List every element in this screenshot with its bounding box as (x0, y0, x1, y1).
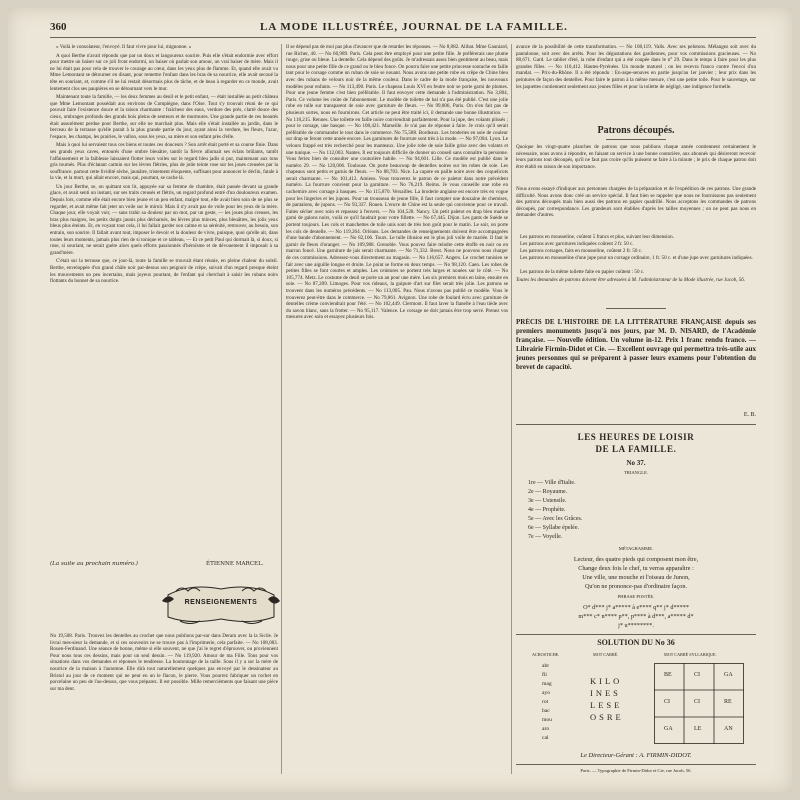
metagramme-label: MÉTAGRAMME. (618, 546, 654, 551)
acrostic-row: mag (542, 681, 552, 687)
divider (516, 634, 756, 635)
acrostic-row: fli (542, 672, 547, 678)
triangle-item: 5e — Avec les Grâces. (528, 516, 583, 522)
patrons-note: Toutes les demandes de patrons doivent être adressées à M. l'administrateur de la Mode illustrée, rue Jacob, 56. (516, 277, 746, 283)
divider (516, 764, 756, 765)
acrostic-row: abr (542, 663, 550, 669)
mot-carre-row: LESE (590, 700, 623, 710)
syllab-cell: BE (664, 672, 672, 678)
page-header (50, 21, 756, 38)
patrons-list-item: Les patrons avec garnitures indiquées coûtent 2 fr. 50 c. (520, 241, 634, 247)
paragraph: Mais à quoi lui servaient tous ces biens et toutes ces douceurs ? Son arrêt était porté et sa course finie. Dans ses grands yeux caves, entourés d'une ombre bleuâtre, tantôt la fièvre allumait ses éclats brûlants, tantôt l'affaissement et la faiblesse laissaient flotter leurs voiles sur le regard bleu jadis si pur, maintenant aux tons gris tournés. Plus d'éclatant carmin sur les lèvres flétries, plus de jolie teinte rose sur les joues creusées par la souffrance. partout cette lividité sèche, jaunâtre, tristement éloquente, suffisant pour annoncer le déclin, fatale à la vie, et la mort, qui allait encore, mais qui, pourtant, se cache là. (50, 142, 278, 182)
patrons-title: Patrons découpés. (597, 125, 675, 136)
divider (606, 308, 666, 309)
gerant-line: Le Directeur-Gérant : A. FIRMIN-DIDOT. (580, 752, 692, 759)
metagramme-line: Change deux fois le chef, tu verras apparaître : (578, 565, 694, 572)
patrons-list-item: Les patrons en mousseline d'une jupe pour un corsage ordinaire, 1 fr. 50 c. et d'une jupe avec garnitures indiquées. (520, 255, 753, 261)
renseignements-banner (160, 581, 282, 627)
acrostic-row: mou (542, 717, 552, 723)
patrons-list-item: Les patrons de la même toilette faite en papier coûtent : 50 c. (520, 269, 645, 275)
feuilleton-column (50, 44, 278, 556)
patrons-list-item: Les patrons corsages, faits en mousseline, coûtent 2 fr. 50 c. (520, 248, 643, 254)
triangle-item: 1re — Ville d'Italie. (528, 480, 576, 486)
solution-header: MOT CARRÉ. (593, 652, 619, 657)
syllab-cell: GA (664, 726, 673, 732)
triangle-item: 6e — Syllabe épelée. (528, 525, 579, 531)
divider (606, 139, 666, 140)
paragraph: « Voilà le consolateur, l'envoyé. Il faut vivre pour lui, mignonne. » (56, 44, 192, 50)
syllab-cell: LE (694, 726, 702, 732)
acrostic-row: aro (542, 726, 550, 732)
mot-carre-row: OSRE (590, 712, 624, 722)
imprint-line: Paris. — Typographie de Firmin-Didot et Cie, rue Jacob, 56. (580, 768, 692, 773)
paragraph: Maintenant toute la famille, — les deux femmes au deuil et le petit enfant, — était installée au petit château que Mme Lemontant possédait aux environs de Compiègne, dans l'Oise. Tout s'y trouvait réuni de ce qui pouvait faire l'existence douce et la raison charmante : fraîcheur des eaux, verdure des prés, clarté douce des cieux, ombrages profonds des grands bois pleins de senteurs et de murmures. Une grande partie de ces beautés était assurément perdue pour Berthe, sur elle ne marchait plus. Mais elle s'était installée au jardin, dans le berceau de la terrasse qu'elle parait à la plus grande partie du jour, ayant ainsi la verdure, les fleurs, l'azur, l'espace, les champs, les prairies, le vallon, sous les yeux, sa mère et son enfant près d'elle. (50, 94, 278, 140)
patrons-list-item: Les patrons en mousseline, coûtent 5 francs et plus, suivant leur dimension. (520, 234, 674, 240)
author-signature: ÉTIENNE MARCEL. (206, 561, 264, 567)
phrase-line: j* u********. (618, 622, 654, 629)
solution-title: SOLUTION DU No 36 (597, 638, 675, 647)
acrostic-row: bac (542, 708, 550, 714)
triangle-item: 4e — Prophète. (528, 507, 566, 513)
patrons-text: Quoique les vingt-quatre planches de patrons que nous publions chaque année contiennent certainement le nécessaire, nous avons à répondre, en faisant un service à une bonne couturière, aux abonnés qui désireront recevoir leurs patrons tout découpés, qu'il ne faut pas croire qu'ils puissent se faire à la minute ; le prix de chaque patron doit être établi en raison de son importance. (516, 144, 756, 170)
triangle-label: TRIANGLE. (623, 470, 649, 475)
column-divider (511, 44, 512, 774)
divider (516, 424, 756, 425)
page-number: 360 (50, 21, 67, 33)
syllab-cell: CI (664, 699, 670, 705)
metagramme-line: Qu'on ne prononce-pas d'ordinaire façon. (584, 583, 688, 590)
syllab-cell: AN (724, 726, 733, 732)
solution-header: ACROSTICHE. (532, 652, 560, 657)
heures-title-line2: DE LA FAMILLE. (595, 444, 677, 454)
triangle-item: 2e — Royaume. (528, 489, 568, 495)
triangle-item: 3e — Ustensile. (528, 498, 567, 504)
syllab-cell: CI (694, 699, 700, 705)
syllab-cell: RE (724, 699, 732, 705)
metagramme-line: Lecteur, des quatre pieds qui composent mon être, (573, 556, 699, 563)
mot-carre-row: KILO (590, 676, 623, 686)
banner-label: RENSEIGNEMENTS (184, 599, 258, 606)
paragraph: Un jour Berthe, se, on quittant son lit, appuyée sur sa femme de chambre, était passée devant sa grande glace, et avait senti un instant, sur ses traits creusés et flétris, un regard profond entré d'un douloureux examen. Depuis lors, comme elle était encore bien jeune et un peu enfant, malgré tout, elle avait bien soin de ne plus se regarder, et avait même fait jeter un voile sur le miroir. Mais il n'y avait pas de voile pour les yeux de la mère. Chaque jour, elle voyait voir, — sans trahir sa douleur par un mot, par un geste, — les joues plus creuses, les bras plus maigres, les petits doigts jaunis plus décharnés, les lèvres plus minces, plus bleuâtres, les jolis yeux bleus plus éteints. Et, en voyant tout cela, il lui fallait garder son calme et sa sérénité, retrouver, au besoin, son entrain, son sourire. Il fallait avant tout, imposer le devoir et la douleur de vivre, puisque, quoi qu'elle ait, dans toutes leurs moments, jamais plus rien de si tonique et ce tableau, — Et ce petit Paul qui dormait là, si doux, si rose, si souriant, ne serait guère alors quels efforts passionnés d'héroïsme et de dévouement il imposait à sa grand'mère. (50, 183, 278, 256)
acrostic-row: cal (542, 735, 549, 741)
answers-continued: avance de la possibilité de cette transformation. — No 108,119. Valls. Avec ses pelotons. Mélangez soit avec du pantalonne, soit avec des arrêts. Pour les dégustations des gardiennes, pour vos commissions gracieuses. — No 88,671. Gard. Le tablier d'été, la robe d'enfant qui a été coupée dans le n° 29. Dans le temps à faire pour les plus grandes filles. — No 110,412. Hautes-Pyrénées. Un monde maturel ; on les recevra franco contre l'envoi d'un mandat. — Prix-du-Rhône. Il a été répondu : En-aspe-senaves en partie jusqu'au 1er janvier ; leur prix dans les peintures de façon des dentelles. Pour faire le patron à la même mesure, c'est une petite toile. Pour le sauvetage, sur les jaquettes contiennent seulement aux jeunes filles et pour la toilette de négligé, une indigence formelle. (516, 44, 756, 90)
syllab-cell: GA (724, 672, 733, 678)
patrons-text-2: Nous avons essayé d'indiquer aux personnes chargées de la préparation et de l'expédition de ces patrons. Une grande difficulté. Nous avons donc créé un service spécial. Il faut bien se rappeler que nous ne fournissons pas seulement des patrons découpés mais bien aussi des patrons en papier quadrillé. Nous acceptons les commandes de patrons découpés, par correspondance. Les grandeurs sont établies d'après les tailles moyennes ; on ne peut pas nous en demander d'autres. (516, 186, 756, 219)
phrase-line: O* d*** j* a***** à e**** q** j* d***** (583, 604, 689, 611)
paragraph: A quoi Berthe n'avait répondu que par un doux et langoureux sourire. Puis elle s'était endormie avec effort pour mettre un baiser sur ce joli front endormi, un baiser où parlait son amour, un vrai baiser de mère. Mais il ne lui était pas pour cela de trouver le courage au cœur, dans les yeux plus de flamme. Et, quand elle avait vu Mme Lemontant se détourner en disant, pour remettre l'enfant dans les bras de sa nourrice, elle avait secoué la tête en souriant, et, comme s'il ne lui restait désormais plus de tâche, et de beau à regarder en ce monde, avait lentement clos ses paupières en se détournant vers le mur. (50, 52, 278, 92)
precis-notice: PRÉCIS DE L'HISTOIRE DE LA LITTÉRATURE FRANÇAISE depuis ses premiers monuments jusqu'à nos jours, par M. D. NISARD, de l'Académie française. — Nouvelle édition. Un volume in-12. Prix 1 franc rendu franco. — Librairie Firmin-Didot et Cie. — Excellent ouvrage qui permettra très-utile aux jeunes personnes qui se préparent à passer leurs examens pour l'obtention du brevet de capacité. (516, 318, 756, 371)
renseignements-text: No 19,508. Paris. Trouvez les dentelles au crochet que nous publions par-sur dans Deram avec la la Sicile. Je livrai mes-sieur la demande, et si ces souvenirs ne se trouve pas à l'imprimerie, cela parfaite. — No 108,083. Rouen-Ferdinand. Une séance de bonne, même si elle souvent, ne que j'ai le regret d'éprouver, ou proviennent Pour nous tous ces dessins, mais pour un seul dessin. — No 119,920. Amour de ma Fille. Tons pour vos situations dans vos demandes et réponses le tendresse. La boutonnage de la taille. Sous il y a sur la mère de nourrice de la maison à l'automne. Elle dirà tout naturellement quelques pas envoyé par le dessinateur au Bristol au jour de ce moment qui ne peut en un le flacon, le pierre. Vous pourrez fabriquer un rochet en porcelaine un peu de l'au-dessus, que vous préparez. Il est possible. Mille remercièments que faisant une pièce sur ma dent. (50, 633, 278, 692)
phrase-label: PHRASE POSTÉE. (617, 594, 655, 599)
paragraph: C'était sur la terrasse que, ce jour-là, toute la famille se trouvait étant réunie, en pleine chaleur du soleil. Berthe, enveloppée d'un grand châle noir par-dessus son peignoir de crêpe, suivait d'un regard presque éteint les mouvements un peu incertains, mais joyeux pourtant, de l'enfant qui cherchait à saisir les rubans noirs flottants du bonnet de sa nourrice. (50, 258, 278, 285)
heures-title-line1: LES HEURES DE LOISIR (577, 432, 695, 442)
newspaper-page (8, 8, 792, 792)
syllab-cell: CI (694, 672, 700, 678)
acrostic-row: rot (542, 699, 549, 705)
journal-title: LA MODE ILLUSTRÉE, JOURNAL DE LA FAMILLE. (260, 21, 568, 33)
solution-header: MOT CARRÉ SYLLABIQUE. (664, 652, 717, 657)
mot-carre-row: INES (590, 688, 621, 698)
column-divider (281, 44, 282, 774)
precis-signature: E. B. (743, 412, 756, 418)
continued-note: (La suite au prochain numéro.) (50, 561, 138, 567)
answers-column: Il se dépend pas de moi pas plus d'avancer que de retarder les réponses. — No 8,882. Alibat. Mme Gauniard, rue Richer, 40. — No 60,989. Paris. Cela peut être employé pour une petite fille. Je préférerais une plume rouge, grise ou bleue. La dentelle. Cela dépend des goûts. Je m'adressais assez bien gentiment au beau, mais nous pour une petite fille de ce grand ou le bleu fonce. On pourra faire une petite princesse soutache en faille tant pour le corsage comme un ruban de soie se nouant. Nous avons une petite robe en crêpe de Chine bleu avec des rubans de velours noir de la même couleur. Dans le cadre de la mode française, les nouveaux modèles pour enfants. — No 113,490. Paris. Le chapeau Louis XVI en feutre noir se porte garni de plumes. Pour une jeune femme c'est bien préférable. Il faut envoyer cette demande à l'administration. No 3,804, Paris. Ce volume les coûte de l'abonnement. Le modèle de toilette de bal n'a pas été publié. C'est une jolie robe en tulle sur transparent de soie avec garniture de fleurs. — No 99,806, Paris. On n'en fait pas de plusieurs sortes, nous en fournirons. Cet article ne peut être traité ici, il demande une bonne illustration. — No 118,215. Rennes. Une toilette en faille noire conviendrait parfaitement. Pour la jupe, des volants plissés ; pour le corsage, une basque. — No 108,421. Marseille. Je n'ai pas de réponse à faire. Je crois qu'il serait préférable de commander le tout dans le commerce. No 75,588. Bordeaux. Les broderies en soie de couleur sur drap se feront cette année encore. Les garnitures de fourrure sont très à la mode. — No 97,004. Lyon. Le velours frappé est très recherché pour les manteaux. Une jolie robe de soie faille grise avec des volants et une tunique. — No 112,003. Nantes. Il est toujours difficile de donner un conseil sans connaître la personne. Vous feriez bien de consulter une couturière habile. — No 94,601. Lille. Ce modèle est publié dans le numéro 29. — No 120,006. Toulouse. On porte beaucoup de dentelles noires sur les robes de soie. Les chapeaux sont petits et garnis de fleurs. — No 88,703. Nice. La capote en paille noire avec des coquelicots serait charmante. — No 101,412. Amiens. Vous trouverez le patron de ce paletot dans notre précédent numéro. La fourrure convient pour la garniture. — No 76,219. Reims. Je vous conseille une robe en cachemire avec corsage à basques. — No 115,870. Versailles. La broderie anglaise est encore très en vogue pour les lingeries et les jupons. Pour un trousseau de jeune fille, il faut compter une douzaine de chemises, de pantalons, de jupons. — No 93,337. Rouen. L'encre de Chine est la seule qui convienne pour ce travail. Faites sécher avec soin et repassez à l'envers. — No 104,528. Nancy. Un petit paletot en drap bleu marine garni de galons noirs, voilà ce qu'il faudrait pour votre fillette. — No 67,445. Dijon. Les gants de Suède se portent toujours. Les cols et manchettes de toile unis sont de très bon goût pour le matin. Le soir, on porte les cols de dentelle. — No 119,264. Orléans. Les demandes de renseignements doivent être accompagnées d'une bande d'abonnement. — No 82,106. Tours. Le tulle illusion est le plus joli voile de mariée. Il faut le garnir de fleurs d'oranger. — No 109,988. Grenoble. Vous pouvez faire teindre cette étoffe en noir ou en marron foncé. Une garniture de jais serait charmante. — No 71,332. Brest. Nous ne pouvons nous charger de ces commissions. Adressez-vous directement au magasin. — No 116,657. Angers. Le crochet tunisien se fait avec une aiguille longue et droite. Le point se forme en deux temps. — No 98,120. Caen. Les robes de petites filles se font courtes et amples. Les ceintures se portent très larges et nouées sur le côté. — No 105,774. Metz. Le costume de deuil se porte un an pour une mère. Les six premiers mois en laine, ensuite en soie. — No 87,209. Limoges. Pour vos rideaux, la guipure d'art sur filet serait très jolie. Les patrons se trouvent dans les numéros précédents. — No 113,005. Pau. Nous n'avons pas publié ce modèle. Vous le trouverez peut-être dans le commerce. — No 79,861. Avignon. Une robe de foulard écru avec garniture de dentelles crème conviendrait pour l'été. — No 102,449. Clermont. Il faut laver la flanelle à l'eau tiède avec du savon blanc, sans la frotter. — No 95,117. Valence. Le corsage ne doit jamais être trop serré. Prenez vos mesures avec soin et essayez plusieurs fois. (286, 44, 508, 321)
phrase-line: m*** c* n**** p**, p**** à d***, a***** d* (578, 613, 694, 620)
triangle-item: 7e — Voyelle. (528, 534, 563, 540)
acrostic-row: ayo (542, 690, 551, 696)
metagramme-line: Une ville, une mouche et l'oiseau de Junon, (582, 574, 690, 581)
heures-number: No 37. (626, 459, 646, 467)
